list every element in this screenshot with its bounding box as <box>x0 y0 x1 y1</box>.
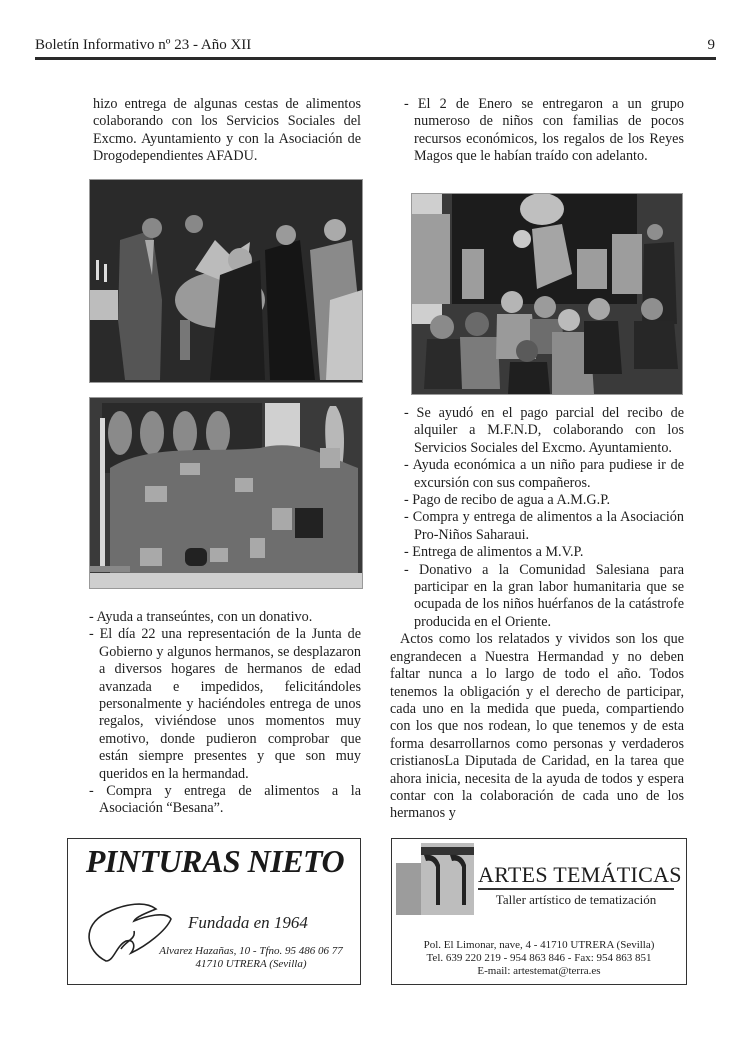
right-item-salesiana: - Donativo a la Comunidad Salesiana para participar en la gran labor humanitaria que se ocupada de los niños huérfanos de la catástrofe producida en el Oriente. <box>404 561 684 630</box>
right-activity-list <box>390 405 684 823</box>
photo-reyes-magos-children <box>411 193 683 395</box>
photo-gift-pile-image <box>90 398 362 588</box>
ad-pinturas-city: 41710 UTRERA (Sevilla) <box>195 958 307 970</box>
right-item-excursion: - Ayuda económica a un niño para pudiese ir de excursión con sus compañeros. <box>404 457 684 491</box>
ad-pinturas-nieto <box>67 838 361 985</box>
ad-artes-tematicas <box>391 838 687 985</box>
ad-artes-phones: Tel. 639 220 219 - 954 863 846 - Fax: 954 863 851 <box>426 952 652 964</box>
ad-artes-address: Pol. El Limonar, nave, 4 - 41710 UTRERA (Sevilla) <box>423 939 655 951</box>
right-item-mvp: - Entrega de alimentos a M.V.P. <box>404 544 584 561</box>
left-intro <box>93 96 361 166</box>
photo-gift-basket-delivery <box>89 179 363 383</box>
left-intro-text: hizo entrega de algunas cestas de alimentos colaborando con los Servicios Sociales del Excmo. Ayuntamiento y con la Asociación de Drogodependientes AFADU. <box>93 96 361 165</box>
photo-children-image <box>412 194 682 394</box>
left-item-besana: - Compra y entrega de alimentos a la Asociación “Besana”. <box>89 783 361 817</box>
ad-artes-name: ARTES TEMÁTICAS <box>478 862 682 887</box>
ad-pinturas-founded: Fundada en 1964 <box>188 913 308 932</box>
ad-pinturas-address: Alvarez Hazañas, 10 - Tfno. 95 486 06 77 <box>159 945 343 957</box>
page-number: 9 <box>707 37 715 53</box>
ad-pinturas-name: PINTURAS NIETO <box>85 843 345 879</box>
left-activity-list <box>89 609 361 818</box>
bulletin-title: Boletín Informativo nº 23 - Año XII <box>35 37 252 53</box>
right-item-agua: - Pago de recibo de agua a A.M.G.P. <box>404 492 611 509</box>
left-item-transeuntes: - Ayuda a transeúntes, con un donativo. <box>89 609 313 625</box>
photo-gift-pile <box>89 397 363 589</box>
right-intro <box>404 96 684 166</box>
running-header <box>35 37 715 57</box>
right-intro-text: - El 2 de Enero se entregaron a un grupo numeroso de niños con familias de pocos recursos económicos, los regalos de los Reyes Magos que le habían traído con adelanto. <box>404 96 684 165</box>
artes-arches-logo <box>396 843 476 915</box>
left-item-junta-visits: - El día 22 una representación de la Junta de Gobierno y algunos hermanos, se desplazaron a diversos hogares de hermanos de edad avanzada e impedidos, felicitándoles personalmente y haciéndoles entrega de unos regalos, viviéndose unos momentos muy emotivo, donde pudieron comprobar que están siempre presentes y que son muy queridos en la hermandad. <box>89 626 361 782</box>
right-item-saharaui: - Compra y entrega de alimentos a la Asociación Pro-Niños Saharaui. <box>404 509 684 543</box>
right-closing-paragraph: Actos como los relatados y vividos son los que engrandecen a Nuestra Hermandad y no deben faltar nunca a lo largo de todo el año. Todos tenemos la obligación y el derecho de participar, cada uno en la medida que pueda, compartiendo con los que nos rodean, lo que tenemos y de esta forma desarrollarnos como personas y verdaderos cristianosLa Diputada de Caridad, en la tarea que ahora inicia, necesita de la ayuda de todos y espera contar con la colaboración de cada uno de los hermanos y <box>390 631 684 822</box>
photo-gift-basket-image <box>90 180 362 382</box>
ad-artes-rule <box>478 888 674 890</box>
ad-artes-tagline: Taller artístico de tematización <box>495 892 657 907</box>
ad-artes-email: E-mail: artestemat@terra.es <box>477 965 601 977</box>
header-rule <box>35 57 716 60</box>
right-item-alquiler: - Se ayudó en el pago parcial del recibo de alquiler a M.F.N.D, colaborando con los Servicios Sociales del Excmo. Ayuntamiento. <box>404 405 684 456</box>
